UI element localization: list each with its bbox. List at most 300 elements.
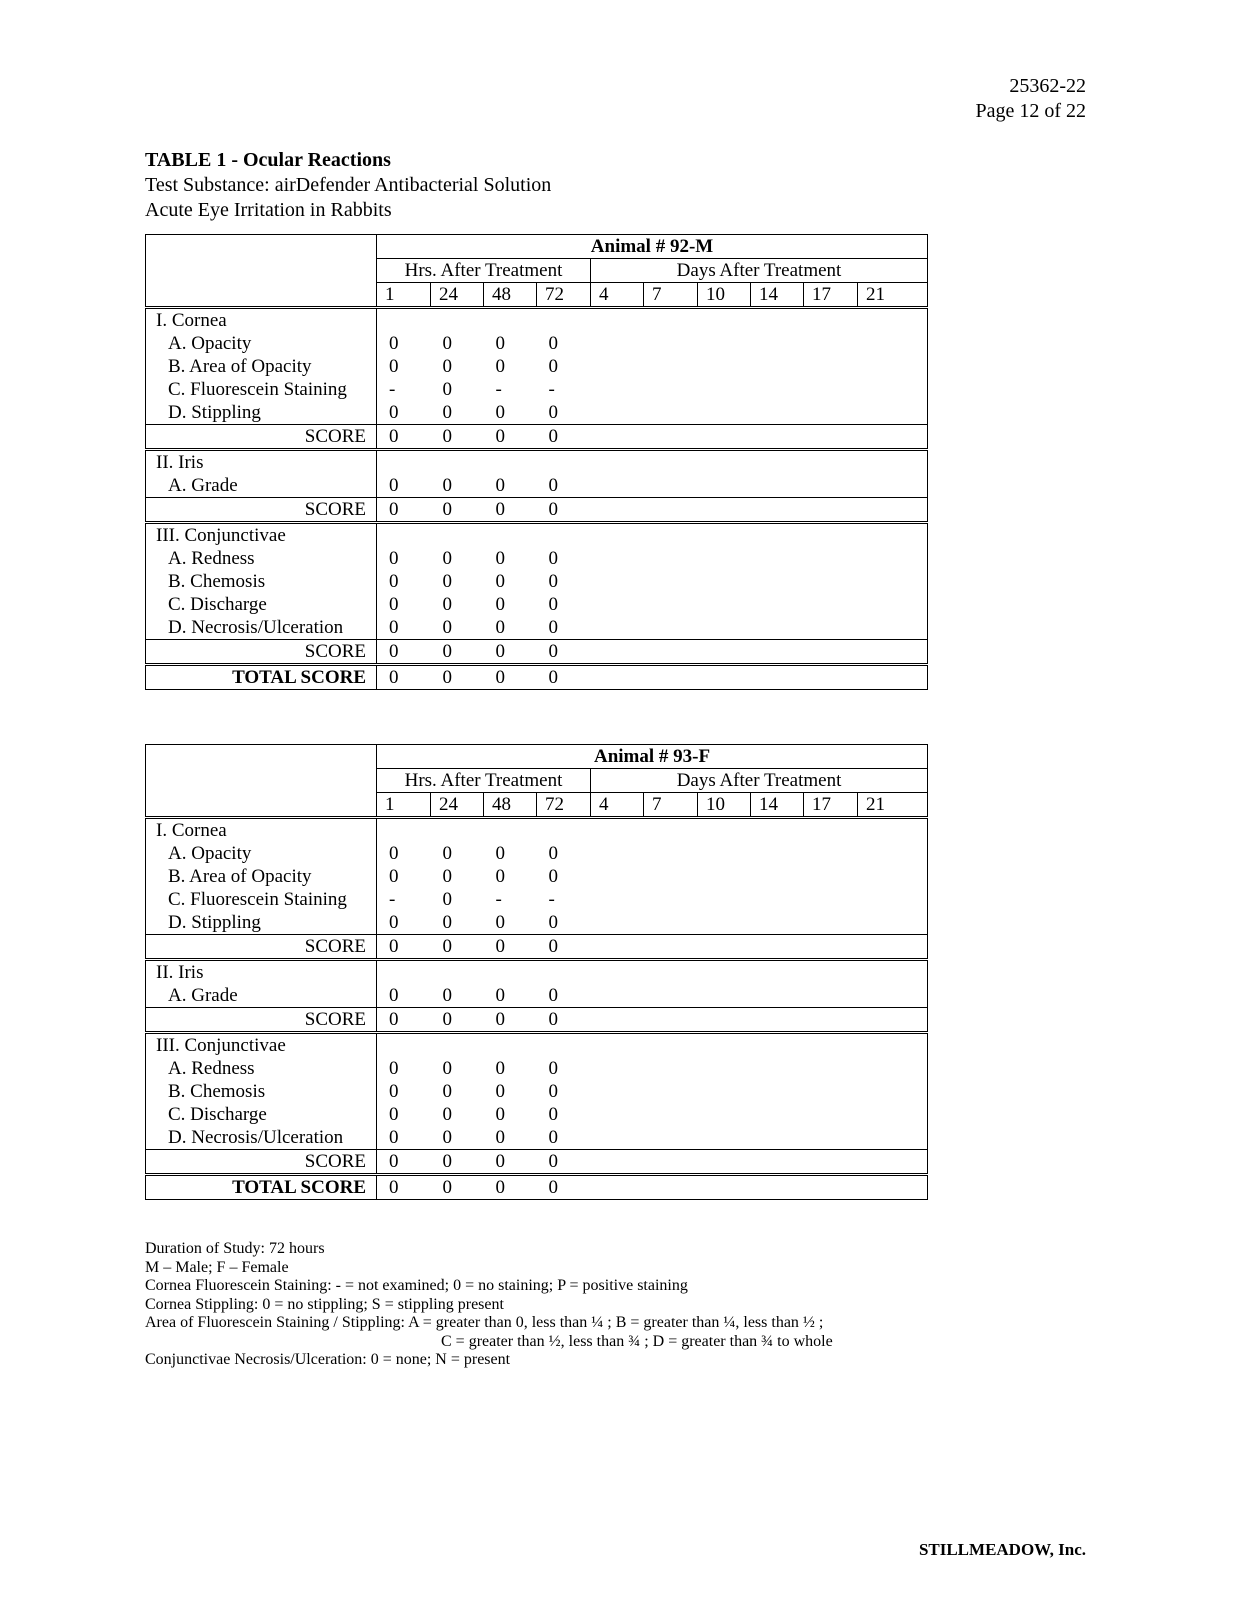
score-value: 0	[548, 402, 558, 423]
footnote-necrosis-key: Conjunctivae Necrosis/Ulceration: 0 = none; N = present	[145, 1351, 511, 1368]
score-value: 0	[377, 842, 431, 865]
table-row	[146, 1057, 928, 1080]
score-value	[644, 1175, 698, 1200]
row-label: I. Cornea	[146, 818, 377, 843]
score-value	[751, 1080, 804, 1103]
table-cell	[484, 1033, 537, 1058]
score-value	[858, 865, 928, 888]
score-value: 0	[442, 402, 452, 423]
table-row	[146, 818, 928, 843]
score-value: 0	[495, 571, 505, 592]
table-cell	[431, 818, 484, 843]
score-value	[858, 1150, 928, 1175]
table-row	[146, 498, 928, 523]
footnotes	[145, 1240, 833, 1370]
score-value	[698, 865, 751, 888]
score-value	[858, 935, 928, 960]
timepoint-header: 1	[377, 793, 431, 818]
row-label: TOTAL SCORE	[146, 1175, 377, 1200]
animal-id: Animal # 92-M	[377, 235, 928, 259]
table-cell	[751, 308, 804, 333]
score-value: 0	[548, 1081, 558, 1102]
score-value	[591, 378, 644, 401]
score-value: 0	[495, 1058, 505, 1079]
score-value	[858, 665, 928, 690]
score-value: 0	[484, 498, 537, 523]
score-value	[644, 1057, 698, 1080]
table-cell	[591, 818, 644, 843]
score-value	[591, 842, 644, 865]
score-value	[858, 593, 928, 616]
score-value	[858, 1057, 928, 1080]
score-value: 0	[431, 640, 484, 665]
score-value	[698, 935, 751, 960]
table-row	[146, 570, 928, 593]
table-row	[146, 1126, 928, 1150]
table-row	[146, 1150, 928, 1175]
score-value	[644, 865, 698, 888]
score-value: 0	[431, 498, 484, 523]
table-cell	[431, 1033, 484, 1058]
table-row	[146, 984, 928, 1008]
score-value	[591, 425, 644, 450]
score-value	[591, 665, 644, 690]
row-label: B. Chemosis	[146, 1080, 377, 1103]
table-cell	[698, 523, 751, 548]
timepoint-header: 14	[751, 283, 804, 308]
score-value: 0	[548, 594, 558, 615]
score-value	[591, 1103, 644, 1126]
score-value	[858, 425, 928, 450]
timepoint-header: 48	[484, 283, 537, 308]
row-label: D. Necrosis/Ulceration	[146, 616, 377, 640]
row-label: A. Grade	[146, 984, 377, 1008]
table-row	[146, 888, 928, 911]
score-value: 0	[377, 1175, 431, 1200]
table-cell	[484, 308, 537, 333]
row-label: SCORE	[146, 935, 377, 960]
score-value: 0	[548, 843, 558, 864]
score-value: -	[548, 889, 555, 910]
score-value: 0	[442, 333, 452, 354]
score-value	[698, 355, 751, 378]
score-value	[644, 474, 698, 498]
score-value	[644, 378, 698, 401]
score-value: 0	[377, 935, 431, 960]
timepoint-header: 24	[431, 283, 484, 308]
table-row	[146, 911, 928, 935]
table-cell	[644, 960, 698, 985]
table-cell	[698, 818, 751, 843]
score-value	[858, 1175, 928, 1200]
score-value	[858, 474, 928, 498]
table-cell	[858, 308, 928, 333]
table-cell	[591, 450, 644, 475]
table-cell	[537, 818, 591, 843]
score-value	[751, 911, 804, 935]
score-value: 0	[442, 985, 452, 1006]
score-value	[644, 665, 698, 690]
score-value	[858, 547, 928, 570]
footnote-sex-key: M – Male; F – Female	[145, 1258, 289, 1276]
score-value	[591, 1057, 644, 1080]
timepoint-header: 72	[537, 283, 591, 308]
score-value	[591, 593, 644, 616]
score-value	[591, 1175, 644, 1200]
score-value: 0	[442, 1104, 452, 1125]
table-row	[146, 1103, 928, 1126]
score-value: 0	[377, 665, 431, 690]
score-value: 0	[548, 571, 558, 592]
score-value	[644, 425, 698, 450]
score-value	[591, 984, 644, 1008]
table-cell	[858, 1033, 928, 1058]
score-value: 0	[537, 935, 591, 960]
score-value	[804, 1057, 858, 1080]
score-value: 0	[377, 865, 431, 888]
score-value	[858, 984, 928, 1008]
score-value	[751, 593, 804, 616]
score-value: 0	[548, 866, 558, 887]
page-header	[975, 74, 1086, 124]
score-value	[858, 616, 928, 640]
table-cell	[431, 450, 484, 475]
table-cell	[377, 308, 431, 333]
table-cell	[377, 818, 431, 843]
company-footer: STILLMEADOW, Inc.	[918, 1540, 1086, 1559]
score-value: 0	[484, 425, 537, 450]
score-value	[751, 378, 804, 401]
table-row	[146, 1033, 928, 1058]
score-value: 0	[442, 1081, 452, 1102]
header-spacer	[146, 745, 377, 818]
table-cell	[537, 450, 591, 475]
score-value	[804, 332, 858, 355]
page-number: Page 12 of 22	[975, 100, 1086, 122]
table-cell	[644, 308, 698, 333]
score-value: 0	[377, 1008, 431, 1033]
score-value	[698, 984, 751, 1008]
ocular-reactions-table	[145, 744, 928, 1200]
table-cell	[858, 960, 928, 985]
score-value	[698, 1175, 751, 1200]
table-cell	[591, 960, 644, 985]
score-value: 0	[442, 617, 452, 638]
score-value	[698, 378, 751, 401]
row-label: III. Conjunctivae	[146, 523, 377, 548]
score-value	[644, 1103, 698, 1126]
score-value: 0	[377, 547, 431, 570]
score-value	[751, 665, 804, 690]
score-value	[751, 1175, 804, 1200]
table-row	[146, 935, 928, 960]
days-group-header: Days After Treatment	[591, 769, 928, 793]
score-value: 0	[442, 843, 452, 864]
score-value	[698, 498, 751, 523]
table-row	[146, 842, 928, 865]
score-value	[804, 1103, 858, 1126]
table-cell	[804, 450, 858, 475]
score-value	[804, 355, 858, 378]
score-value: 0	[377, 640, 431, 665]
table-cell	[431, 960, 484, 985]
footnote-area-key: Area of Fluorescein Staining / Stippling: A = greater than 0, less than ¼ ; B = greater than ¼, less than ½ ;	[145, 1314, 824, 1331]
table-cell	[644, 450, 698, 475]
score-value	[698, 1008, 751, 1033]
score-value: 0	[442, 1058, 452, 1079]
table-cell	[751, 523, 804, 548]
table-cell	[431, 523, 484, 548]
score-value: 0	[495, 985, 505, 1006]
score-value: 0	[495, 475, 505, 496]
row-label: A. Opacity	[146, 842, 377, 865]
score-value: 0	[495, 356, 505, 377]
score-value: 0	[484, 665, 537, 690]
table-cell	[644, 523, 698, 548]
row-label: B. Area of Opacity	[146, 865, 377, 888]
table-cell	[858, 450, 928, 475]
table-row	[146, 332, 928, 355]
score-value: 0	[484, 1175, 537, 1200]
table-row	[146, 355, 928, 378]
score-value	[698, 616, 751, 640]
table-row	[146, 960, 928, 985]
row-label: B. Area of Opacity	[146, 355, 377, 378]
score-value: 0	[442, 379, 452, 400]
score-value	[751, 401, 804, 425]
score-value: 0	[495, 617, 505, 638]
score-value: 0	[484, 1008, 537, 1033]
table-row	[146, 425, 928, 450]
score-value	[591, 1008, 644, 1033]
score-value	[858, 1126, 928, 1150]
score-value	[804, 616, 858, 640]
row-label: A. Opacity	[146, 332, 377, 355]
footnote-area-key-continued: C = greater than ½, less than ¾ ; D = greater than ¾ to whole	[441, 1332, 833, 1350]
score-value	[644, 984, 698, 1008]
timepoint-header: 72	[537, 793, 591, 818]
score-value: 0	[548, 333, 558, 354]
score-value	[858, 498, 928, 523]
score-value	[644, 1080, 698, 1103]
row-label: TOTAL SCORE	[146, 665, 377, 690]
row-label: SCORE	[146, 640, 377, 665]
score-value	[804, 1126, 858, 1150]
score-value	[751, 1126, 804, 1150]
score-value	[751, 984, 804, 1008]
score-value: 0	[548, 1058, 558, 1079]
table-cell	[804, 960, 858, 985]
table-row	[146, 523, 928, 548]
score-value	[751, 474, 804, 498]
score-value	[804, 498, 858, 523]
score-value: 0	[537, 640, 591, 665]
table-cell	[537, 1033, 591, 1058]
table-cell	[377, 450, 431, 475]
table-cell	[591, 308, 644, 333]
score-value	[804, 1150, 858, 1175]
score-value: 0	[377, 1057, 431, 1080]
score-value	[698, 842, 751, 865]
score-value	[591, 1080, 644, 1103]
score-value	[644, 593, 698, 616]
score-value	[804, 378, 858, 401]
score-value: 0	[495, 1104, 505, 1125]
score-value: 0	[495, 548, 505, 569]
score-value	[804, 1008, 858, 1033]
table-row	[146, 1175, 928, 1200]
timepoint-header: 4	[591, 283, 644, 308]
score-value	[591, 888, 644, 911]
score-value: 0	[377, 332, 431, 355]
timepoint-header: 21	[858, 283, 928, 308]
timepoint-header: 1	[377, 283, 431, 308]
score-value	[804, 401, 858, 425]
footnote-stippling-key: Cornea Stippling: 0 = no stippling; S = stippling present	[145, 1295, 504, 1313]
table-cell	[698, 308, 751, 333]
timepoint-header: 17	[804, 793, 858, 818]
row-label: C. Discharge	[146, 1103, 377, 1126]
score-value	[644, 498, 698, 523]
score-value	[751, 616, 804, 640]
score-value	[751, 842, 804, 865]
row-label: C. Discharge	[146, 593, 377, 616]
table-cell	[484, 818, 537, 843]
table-cell	[644, 818, 698, 843]
row-label: SCORE	[146, 425, 377, 450]
score-value: 0	[377, 1103, 431, 1126]
score-value: 0	[431, 935, 484, 960]
score-value: 0	[548, 617, 558, 638]
table-row	[146, 308, 928, 333]
score-value: -	[377, 378, 431, 401]
score-value	[698, 547, 751, 570]
score-value: 0	[431, 425, 484, 450]
animal-table-block	[145, 744, 927, 1200]
score-value	[804, 570, 858, 593]
timepoint-header: 7	[644, 283, 698, 308]
row-label: A. Redness	[146, 547, 377, 570]
score-value	[804, 935, 858, 960]
score-value	[698, 911, 751, 935]
table-row	[146, 1008, 928, 1033]
score-value	[858, 570, 928, 593]
score-value: 0	[377, 1080, 431, 1103]
score-value: 0	[495, 866, 505, 887]
score-value	[804, 865, 858, 888]
row-label: C. Fluorescein Staining	[146, 888, 377, 911]
score-value	[804, 911, 858, 935]
table-cell	[431, 308, 484, 333]
score-value	[804, 474, 858, 498]
table-cell	[858, 523, 928, 548]
table-cell	[537, 308, 591, 333]
score-value	[804, 1175, 858, 1200]
score-value	[591, 865, 644, 888]
row-label: B. Chemosis	[146, 570, 377, 593]
table-cell	[377, 960, 431, 985]
score-value	[644, 547, 698, 570]
animal-table-block	[145, 234, 927, 690]
score-value	[698, 1103, 751, 1126]
row-label: SCORE	[146, 1150, 377, 1175]
row-label: A. Grade	[146, 474, 377, 498]
score-value	[698, 888, 751, 911]
score-value	[644, 401, 698, 425]
score-value	[751, 935, 804, 960]
row-label: SCORE	[146, 1008, 377, 1033]
score-value	[591, 498, 644, 523]
score-value	[751, 865, 804, 888]
score-value	[858, 842, 928, 865]
score-value: 0	[484, 640, 537, 665]
score-value	[751, 888, 804, 911]
table-cell	[484, 450, 537, 475]
table-cell	[591, 523, 644, 548]
document-number: 25362-22	[1009, 75, 1086, 97]
score-value	[858, 911, 928, 935]
score-value: 0	[537, 665, 591, 690]
row-label: D. Stippling	[146, 911, 377, 935]
score-value: 0	[431, 1175, 484, 1200]
score-value	[644, 842, 698, 865]
score-value: -	[495, 889, 502, 910]
table-cell	[537, 960, 591, 985]
score-value	[751, 1008, 804, 1033]
score-value	[804, 1080, 858, 1103]
score-value: 0	[548, 912, 558, 933]
score-value	[591, 616, 644, 640]
score-value	[698, 1057, 751, 1080]
timepoint-header: 17	[804, 283, 858, 308]
score-value	[644, 888, 698, 911]
score-value	[591, 1150, 644, 1175]
score-value: 0	[495, 843, 505, 864]
score-value: 0	[537, 425, 591, 450]
row-label: II. Iris	[146, 960, 377, 985]
score-value	[858, 640, 928, 665]
score-value	[751, 1103, 804, 1126]
timepoint-header: 7	[644, 793, 698, 818]
days-group-header: Days After Treatment	[591, 259, 928, 283]
table-row	[146, 1080, 928, 1103]
timepoint-header: 14	[751, 793, 804, 818]
table-caption	[145, 148, 551, 223]
score-value	[751, 1057, 804, 1080]
score-value: 0	[377, 984, 431, 1008]
score-value	[591, 911, 644, 935]
score-value: 0	[377, 474, 431, 498]
score-value	[644, 570, 698, 593]
score-value: 0	[537, 1008, 591, 1033]
score-value: 0	[377, 570, 431, 593]
score-value	[591, 1126, 644, 1150]
table-row	[146, 865, 928, 888]
timepoint-header: 4	[591, 793, 644, 818]
score-value	[804, 593, 858, 616]
score-value	[644, 355, 698, 378]
score-value	[751, 332, 804, 355]
table-cell	[698, 450, 751, 475]
score-value: 0	[377, 355, 431, 378]
table-cell	[804, 308, 858, 333]
score-value	[804, 425, 858, 450]
score-value: 0	[377, 911, 431, 935]
table-cell	[858, 818, 928, 843]
score-value	[698, 401, 751, 425]
score-value	[751, 498, 804, 523]
score-value	[698, 474, 751, 498]
